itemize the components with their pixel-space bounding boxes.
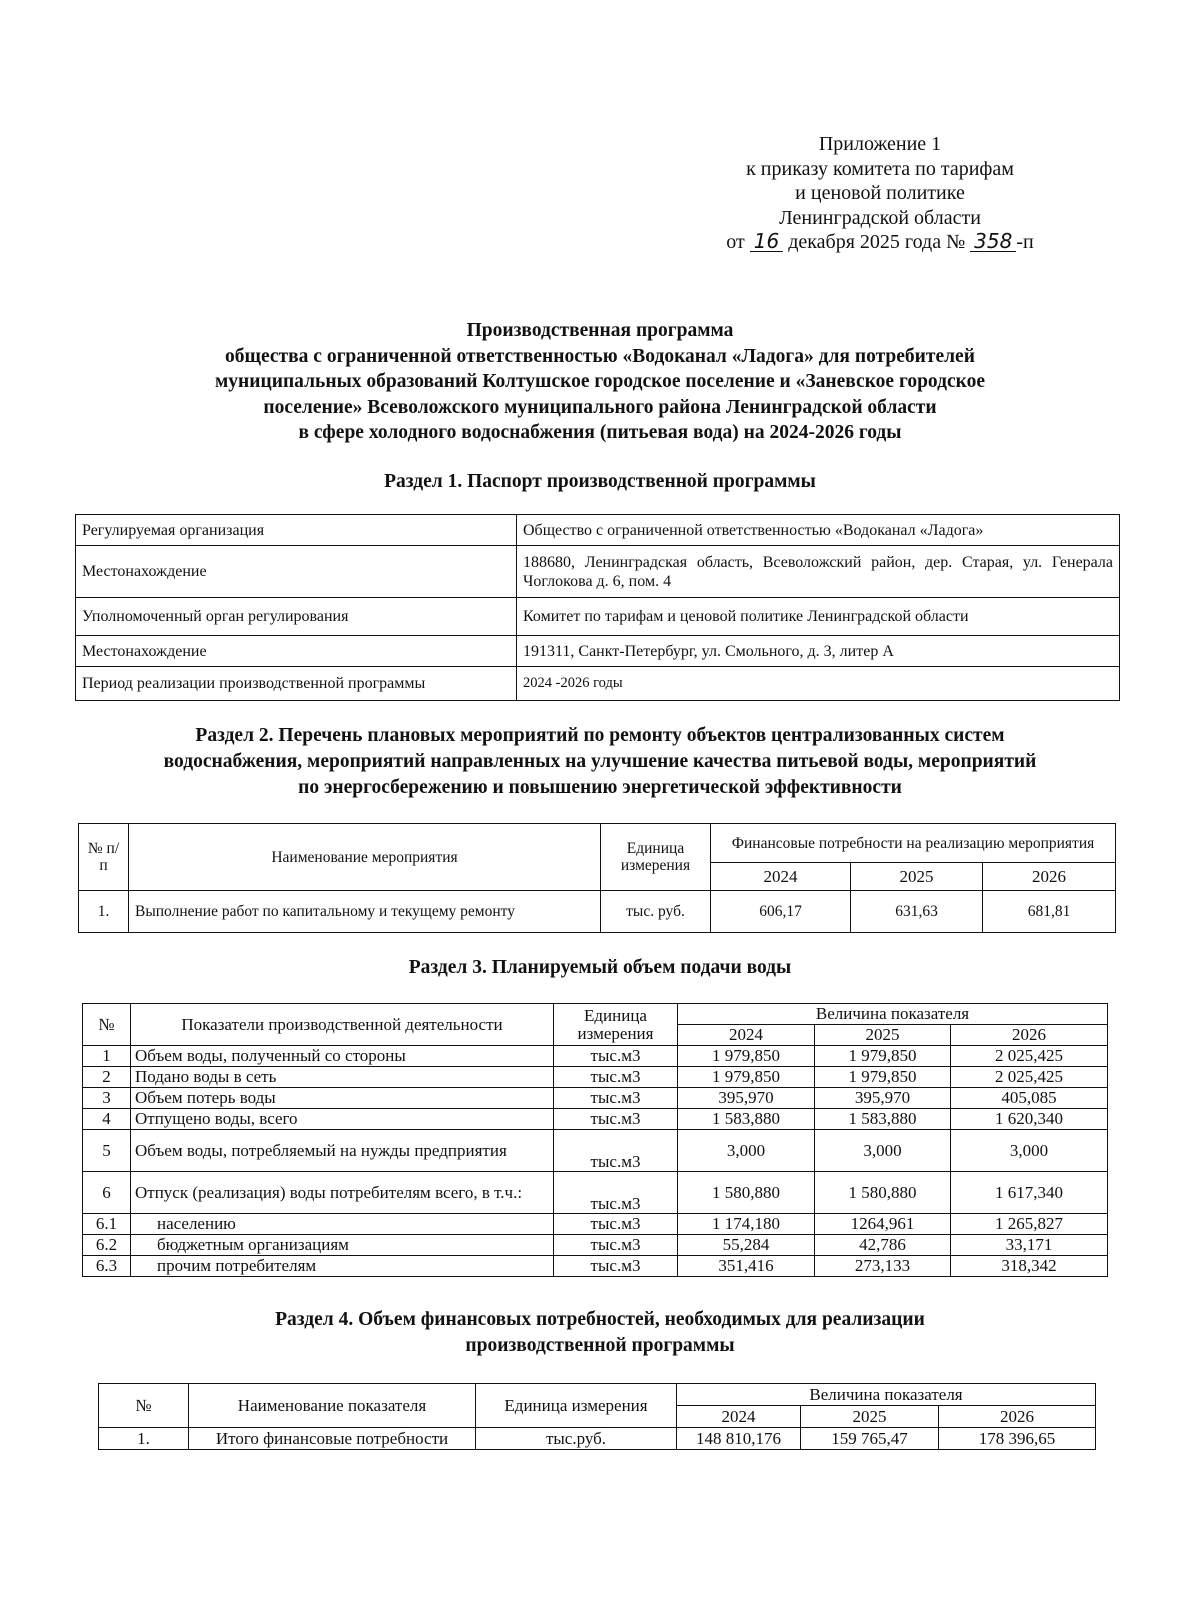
row-name: Объем воды, потребляемый на нужды предприятия [131,1130,554,1172]
row-value: 3,000 [951,1130,1108,1172]
col-header-year: 2025 [851,863,983,891]
row-value: 1 580,880 [815,1172,951,1214]
row-no: 6 [83,1172,131,1214]
row-unit: тыс.руб. [476,1428,677,1450]
number-suffix: -п [1016,231,1034,253]
row-label: Уполномоченный орган регулирования [76,598,517,636]
handwritten-day: 16 [750,231,783,252]
date-prefix: от [726,231,745,253]
col-header-value: Величина показателя [677,1384,1096,1406]
table-row [99,1428,1096,1450]
col-header-year: 2026 [951,1025,1108,1046]
row-name: Отпущено воды, всего [131,1109,554,1130]
row-unit: тыс.м3 [554,1067,678,1088]
row-name: Итого финансовые потребности [189,1428,476,1450]
row-value: 273,133 [815,1256,951,1277]
row-value: 2 025,425 [951,1046,1108,1067]
row-unit: тыс.м3 [554,1172,678,1214]
row-name: Объем потерь воды [131,1088,554,1109]
table-row [76,598,1120,636]
col-header-year: 2024 [711,863,851,891]
table-row [83,1130,1108,1172]
row-value: 1 583,880 [678,1109,815,1130]
row-value: 1 617,340 [951,1172,1108,1214]
table-row [83,1214,1108,1235]
row-value: 1 583,880 [815,1109,951,1130]
col-header-name: Наименование мероприятия [129,824,601,891]
financial-needs-table [98,1383,1096,1450]
row-no: 6.3 [83,1256,131,1277]
row-name: Отпуск (реализация) воды потребителям всего, в т.ч.: [131,1172,554,1214]
heading-line: по энергосбережению и повышению энергетической эффективности [298,777,902,798]
row-label: Период реализации производственной программы [76,667,517,701]
title-line: в сфере холодного водоснабжения (питьевая вода) на 2024-2026 годы [298,422,902,443]
row-value: 188680, Ленинградская область, Всеволожский район, дер. Старая, ул. Генерала Чоглокова д. 6, пом. 4 [517,546,1120,598]
title-line: муниципальных образований Колтушское городское поселение и «Заневское городское [214,371,986,392]
row-value: 1 979,850 [678,1046,815,1067]
row-value: 191311, Санкт-Петербург, ул. Смольного, д. 3, литер А [517,636,1120,667]
row-value: 395,970 [815,1088,951,1109]
col-header-no: № п/п [79,824,129,891]
document-title [100,318,1100,446]
col-header-year: 2026 [939,1406,1096,1428]
col-header-value: Величина показателя [678,1004,1108,1025]
col-header-name: Наименование показателя [189,1384,476,1428]
col-header-year: 2024 [678,1025,815,1046]
row-no: 5 [83,1130,131,1172]
heading-line: производственной программы [465,1335,735,1356]
row-value: 159 765,47 [801,1428,939,1450]
table-row [76,636,1120,667]
row-no: 6.2 [83,1235,131,1256]
col-header-year: 2026 [983,863,1116,891]
row-value: 1 979,850 [678,1067,815,1088]
section1-heading: Раздел 1. Паспорт производственной программы [384,471,816,492]
row-value: 1 265,827 [951,1214,1108,1235]
table-row [83,1046,1108,1067]
table-row [76,667,1120,701]
row-unit: тыс. руб. [601,891,711,933]
row-name: Объем воды, полученный со стороны [131,1046,554,1067]
col-header-year: 2025 [801,1406,939,1428]
row-value: 1 580,880 [678,1172,815,1214]
table-row [83,1256,1108,1277]
appendix-line: и ценовой политике [795,182,965,204]
row-value: 1264,961 [815,1214,951,1235]
date-middle: декабря 2025 года № [788,231,966,253]
table-row [79,891,1116,933]
row-value: 42,786 [815,1235,951,1256]
table-row [83,1067,1108,1088]
col-header-unit: Единица измерения [554,1004,678,1046]
table-row [76,546,1120,598]
water-supply-table [82,1003,1108,1277]
table-row [83,1172,1108,1214]
title-line: общества с ограниченной ответственностью «Водоканал «Ладога» для потребителей [225,345,975,367]
row-value: 1 174,180 [678,1214,815,1235]
row-unit: тыс.м3 [554,1235,678,1256]
row-name: прочим потребителям [131,1256,554,1277]
col-header-no: № [99,1384,189,1428]
section4-heading [60,1307,1140,1359]
heading-line: Раздел 4. Объем финансовых потребностей, необходимых для реализации [275,1309,925,1330]
row-value: 178 396,65 [939,1428,1096,1450]
row-name: бюджетным организациям [131,1235,554,1256]
row-name: населению [131,1214,554,1235]
row-value: 2 025,425 [951,1067,1108,1088]
row-unit: тыс.м3 [554,1046,678,1067]
row-value: 395,970 [678,1088,815,1109]
appendix-line: к приказу комитета по тарифам [746,157,1014,180]
row-value: 55,284 [678,1235,815,1256]
row-value: 681,81 [983,891,1116,933]
col-header-unit: Единица измерения [601,824,711,891]
row-unit: тыс.м3 [554,1130,678,1172]
row-unit: тыс.м3 [554,1088,678,1109]
col-header-year: 2025 [815,1025,951,1046]
row-no: 2 [83,1067,131,1088]
row-name: Подано воды в сеть [131,1067,554,1088]
row-label: Местонахождение [76,636,517,667]
row-value: 1 979,850 [815,1067,951,1088]
col-header-fin: Финансовые потребности на реализацию мероприятия [711,824,1116,863]
row-unit: тыс.м3 [554,1214,678,1235]
col-header-no: № [83,1004,131,1046]
row-value: 2024 -2026 годы [517,667,1120,701]
row-no: 1 [83,1046,131,1067]
appendix-line: Ленинградской области [779,206,981,229]
row-value: 318,342 [951,1256,1108,1277]
section2-heading [60,723,1140,801]
section3-heading: Раздел 3. Планируемый объем подачи воды [408,957,792,978]
col-header-name: Показатели производственной деятельности [131,1004,554,1046]
title-line: поселение» Всеволожского муниципального района Ленинградской области [263,396,937,418]
row-label: Регулируемая организация [76,515,517,546]
col-header-unit: Единица измерения [476,1384,677,1428]
row-name: Выполнение работ по капитальному и текущему ремонту [129,891,601,933]
row-value: 148 810,176 [677,1428,801,1450]
table-row [83,1235,1108,1256]
table-row [83,1088,1108,1109]
row-value: 3,000 [815,1130,951,1172]
table-row [76,515,1120,546]
row-value: 606,17 [711,891,851,933]
order-date-line [690,230,1070,255]
row-no: 1. [79,891,129,933]
row-unit: тыс.м3 [554,1109,678,1130]
row-value: 33,171 [951,1235,1108,1256]
row-no: 1. [99,1428,189,1450]
measures-table [78,823,1116,933]
passport-table [75,514,1120,701]
row-value: 1 620,340 [951,1109,1108,1130]
title-line: Производственная программа [466,320,734,341]
row-no: 3 [83,1088,131,1109]
handwritten-number: 358 [970,231,1016,252]
row-unit: тыс.м3 [554,1256,678,1277]
row-value: 3,000 [678,1130,815,1172]
row-value: 1 979,850 [815,1046,951,1067]
table-row [83,1109,1108,1130]
heading-line: Раздел 2. Перечень плановых мероприятий по ремонту объектов централизованных систем [195,725,1005,746]
heading-line: водоснабжения, мероприятий направленных на улучшение качества питьевой воды, мероприятий [163,751,1037,772]
appendix-title: Приложение 1 [818,133,942,155]
row-no: 4 [83,1109,131,1130]
appendix-header [690,132,1070,255]
row-value: Общество с ограниченной ответственностью «Водоканал «Ладога» [517,515,1120,546]
row-no: 6.1 [83,1214,131,1235]
row-value: 351,416 [678,1256,815,1277]
col-header-year: 2024 [677,1406,801,1428]
row-value: 631,63 [851,891,983,933]
row-label: Местонахождение [76,546,517,598]
row-value: Комитет по тарифам и ценовой политике Ленинградской области [517,598,1120,636]
row-value: 405,085 [951,1088,1108,1109]
